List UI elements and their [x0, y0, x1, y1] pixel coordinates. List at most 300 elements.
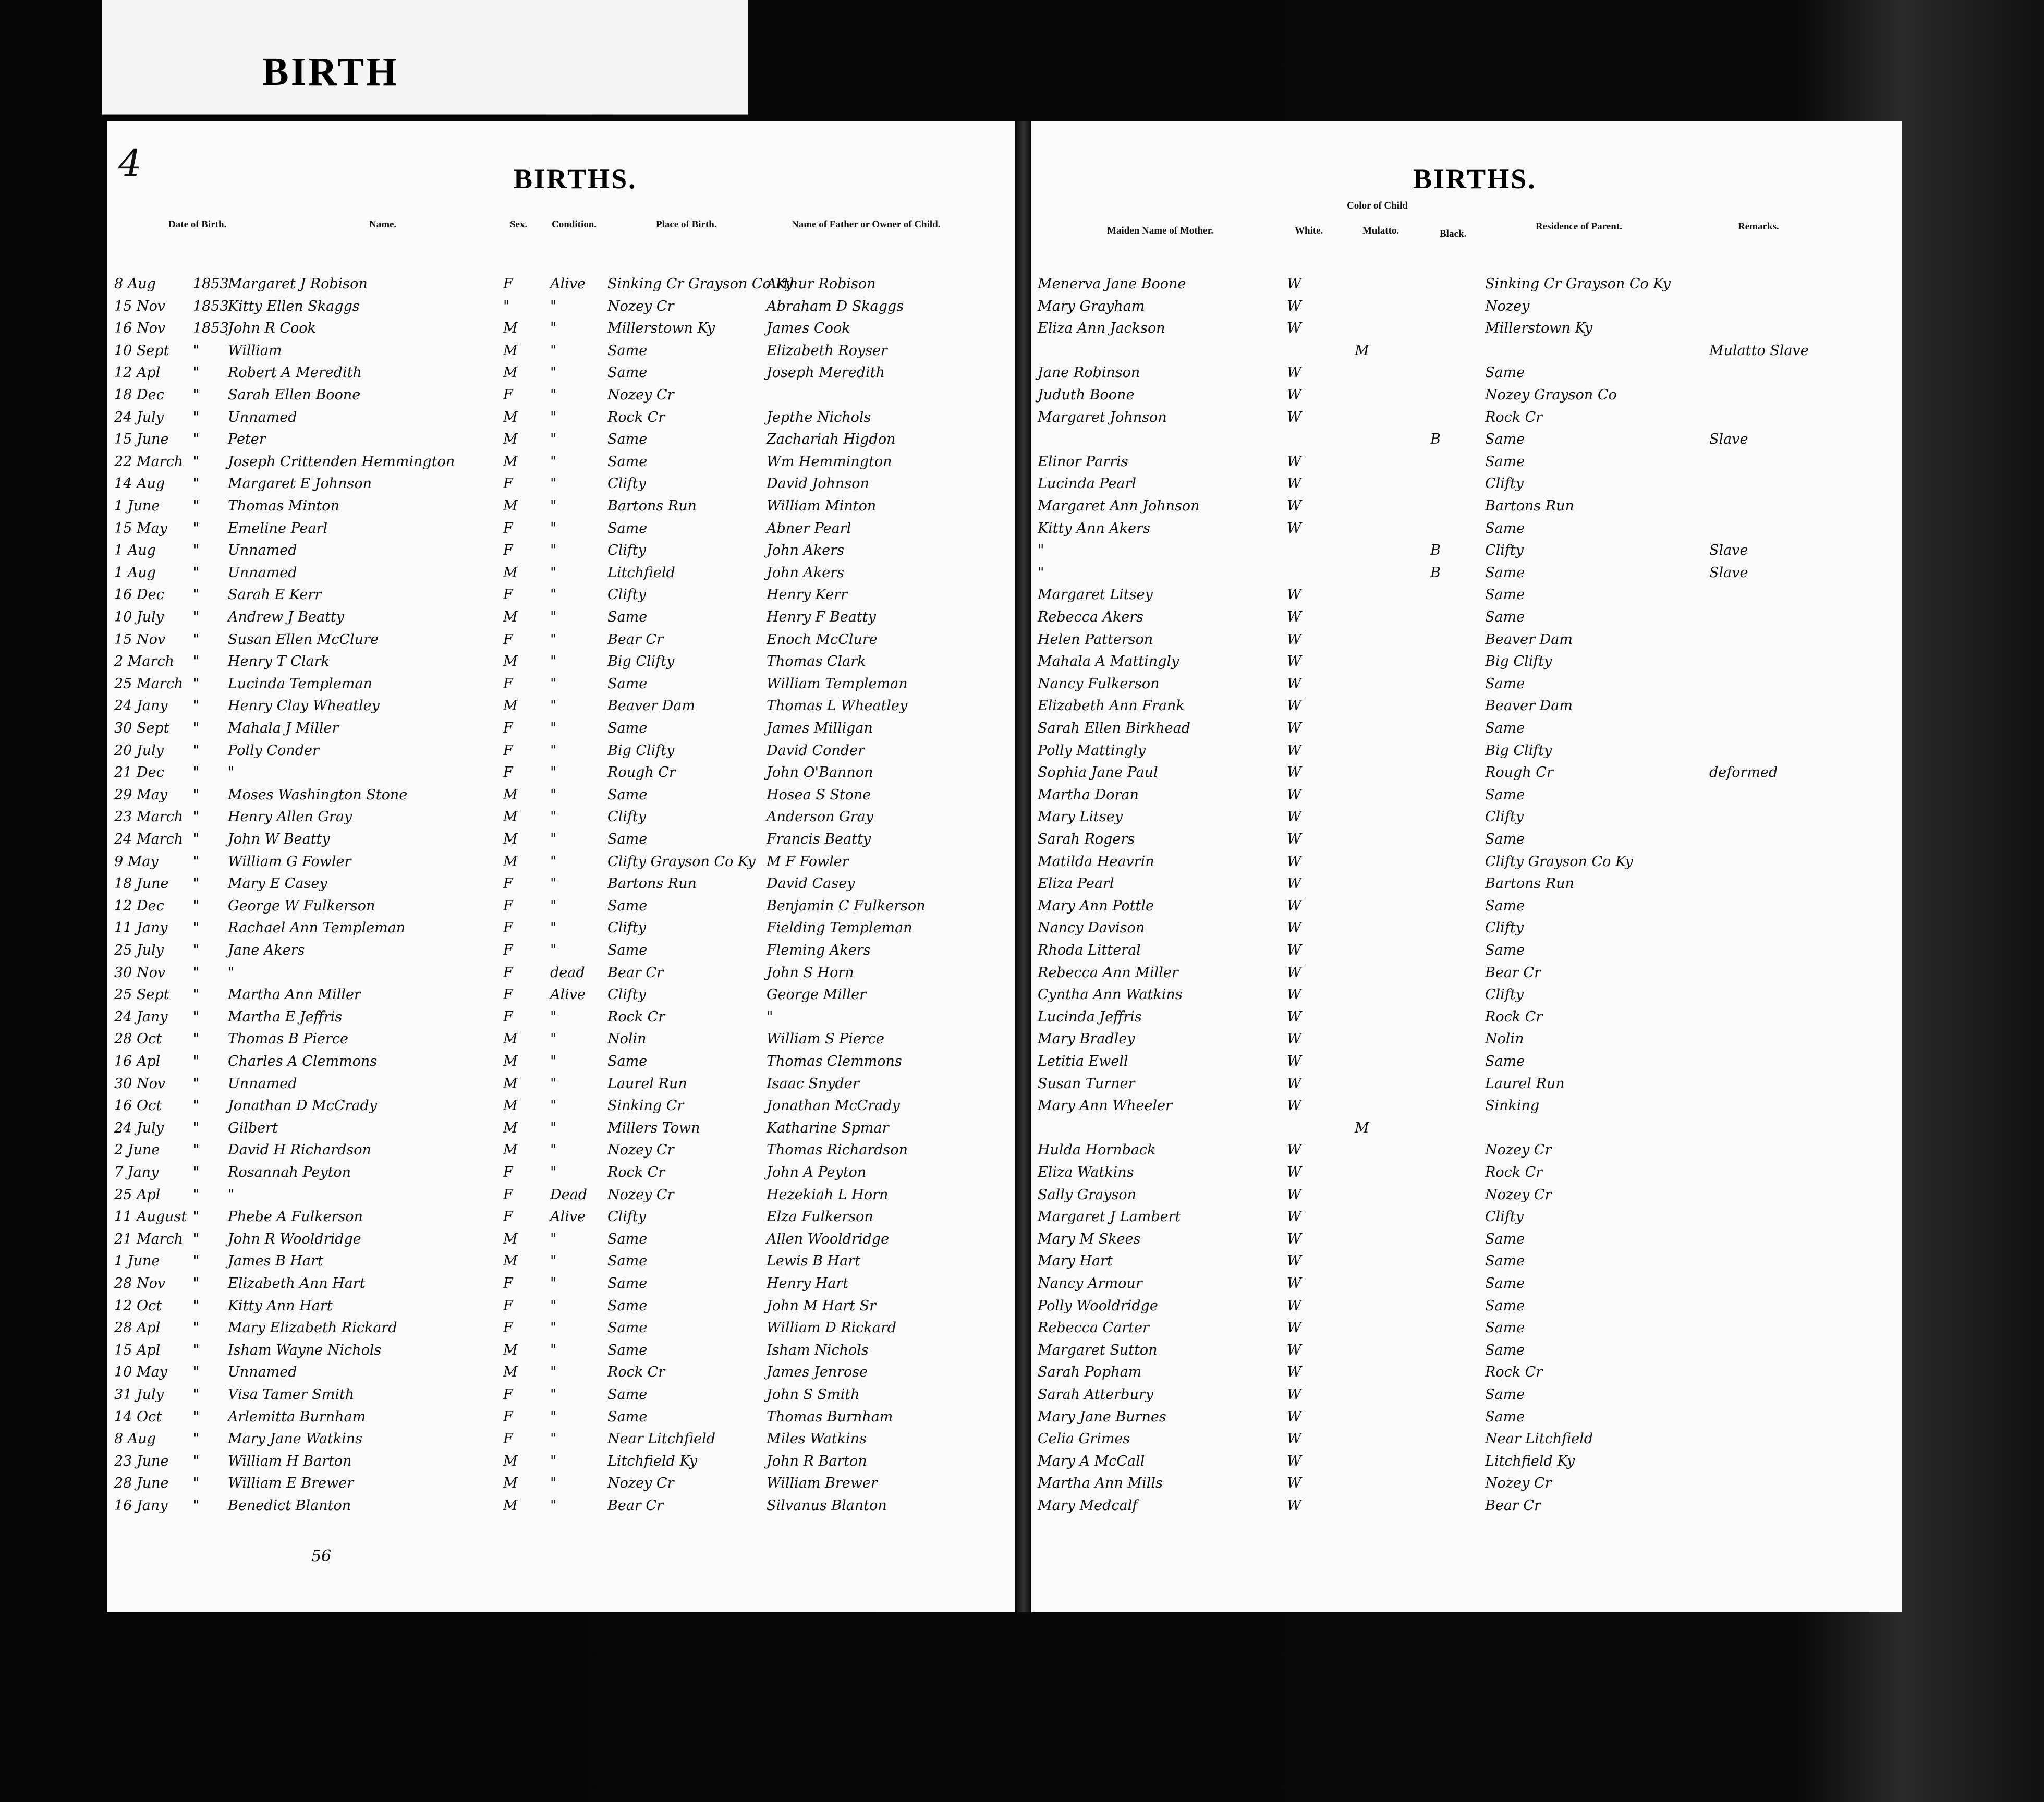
cell-mother: [1038, 1117, 1283, 1139]
cell-condition: ": [550, 342, 557, 359]
cell-residence: Same: [1485, 364, 1525, 381]
cell-father: John S Horn: [766, 964, 854, 981]
cell-mother: ": [1038, 564, 1044, 581]
cell-place-of-birth: Nozey Cr: [607, 298, 674, 314]
cell-sex: M: [503, 1119, 518, 1136]
cell-black: [1430, 717, 1462, 739]
cell-mulatto: [1355, 562, 1386, 584]
cell-residence: Nozey Cr: [1485, 1475, 1552, 1492]
cell-father: William Minton: [766, 498, 877, 514]
cell-condition: ": [550, 587, 557, 603]
cell-black: [1430, 1250, 1462, 1272]
cell-mother: Nancy Fulkerson: [1038, 675, 1160, 692]
cell-father: Francis Beatty: [766, 831, 871, 847]
cell-date: 28 Apl: [114, 1320, 161, 1336]
cell-residence: Clifty: [1485, 920, 1524, 936]
cell-sex: F: [503, 520, 513, 537]
cell-sex: F: [503, 1008, 513, 1025]
cell-place-of-birth: Nolin: [607, 1031, 647, 1048]
cell-condition: ": [550, 853, 557, 870]
cell-date: 1 Aug: [114, 542, 156, 559]
cell-remarks: [1709, 1340, 1897, 1361]
cell-place-of-birth: Rock Cr: [607, 1364, 665, 1381]
cell-father: Henry Hart: [766, 1275, 849, 1292]
left-page: [107, 121, 1015, 1612]
cell-mulatto: M: [1355, 1119, 1369, 1136]
cell-white: W: [1287, 1031, 1301, 1048]
cell-father: John R Barton: [766, 1453, 867, 1469]
cell-residence: Big Clifty: [1485, 653, 1552, 670]
cell-father: John A Peyton: [766, 1164, 867, 1180]
cell-father: Abner Pearl: [766, 520, 851, 537]
cell-sex: F: [503, 542, 513, 559]
cell-white: W: [1287, 786, 1301, 803]
header-remarks: Remarks.: [1738, 221, 1779, 232]
cell-year: ": [193, 431, 200, 448]
cell-white: W: [1287, 1297, 1301, 1314]
cell-mulatto: [1355, 629, 1386, 651]
cell-mulatto: [1355, 984, 1386, 1006]
cell-condition: ": [550, 498, 557, 514]
cell-residence: Nozey Cr: [1485, 1142, 1552, 1159]
cell-black: [1430, 851, 1462, 873]
cell-black: [1430, 651, 1462, 673]
cell-black: [1430, 940, 1462, 961]
cell-date: 21 March: [114, 1231, 184, 1247]
cell-place-of-birth: Same: [607, 520, 648, 537]
cell-remarks: [1709, 873, 1897, 895]
cell-name: Polly Conder: [228, 742, 319, 759]
cell-name: Moses Washington Stone: [228, 786, 408, 803]
cell-sex: M: [503, 1453, 518, 1469]
cell-name: Henry T Clark: [228, 653, 330, 670]
cell-father: Fielding Templeman: [766, 920, 913, 936]
cell-residence: Same: [1485, 675, 1525, 692]
cell-name: Unnamed: [228, 564, 297, 581]
cell-black: [1430, 296, 1462, 318]
cell-date: 30 Sept: [114, 720, 169, 736]
cell-mulatto: [1355, 1162, 1386, 1184]
cell-black: [1430, 1451, 1462, 1472]
cell-year: ": [193, 1119, 200, 1136]
cell-condition: ": [550, 1386, 557, 1403]
cell-white: W: [1287, 920, 1301, 936]
cell-sex: F: [503, 1408, 513, 1425]
cell-name: James B Hart: [228, 1253, 323, 1270]
cell-date: 29 May: [114, 786, 167, 803]
cell-father: M F Fowler: [766, 853, 849, 870]
cell-name: Kitty Ellen Skaggs: [228, 298, 360, 314]
cell-residence: Same: [1485, 1053, 1525, 1069]
cell-father: Hosea S Stone: [766, 786, 871, 803]
cell-year: ": [193, 764, 200, 781]
cell-father: James Milligan: [766, 720, 873, 736]
cell-name: Emeline Pearl: [228, 520, 328, 537]
cell-sex: M: [503, 320, 518, 337]
cell-condition: ": [550, 1453, 557, 1469]
cell-white: W: [1287, 1497, 1301, 1514]
cell-name: George W Fulkerson: [228, 897, 375, 914]
cell-father: Thomas L Wheatley: [766, 698, 908, 714]
cell-residence: Clifty: [1485, 476, 1524, 492]
cell-name: Martha E Jeffris: [228, 1008, 343, 1025]
cell-date: 10 May: [114, 1364, 167, 1381]
cell-white: W: [1287, 409, 1301, 425]
cell-mulatto: [1355, 518, 1386, 540]
cell-residence: Same: [1485, 786, 1525, 803]
page-number: 4: [118, 142, 142, 185]
cell-condition: ": [550, 409, 557, 425]
cell-sex: M: [503, 431, 518, 448]
cell-mother: Elizabeth Ann Frank: [1038, 698, 1185, 714]
cell-name: Andrew J Beatty: [228, 609, 345, 625]
cell-remarks: [1709, 1139, 1897, 1161]
cell-mother: Kitty Ann Akers: [1038, 520, 1150, 537]
cell-mulatto: [1355, 1295, 1386, 1317]
cell-place-of-birth: Same: [607, 342, 648, 359]
cell-white: W: [1287, 1142, 1301, 1159]
cell-condition: ": [550, 1119, 557, 1136]
cell-date: 24 July: [114, 409, 164, 425]
cell-black: [1430, 606, 1462, 628]
cell-sex: F: [503, 1209, 513, 1225]
cell-condition: ": [550, 1320, 557, 1336]
cell-father: John M Hart Sr: [766, 1297, 877, 1314]
cell-remarks: [1709, 1051, 1897, 1073]
cell-sex: F: [503, 1186, 513, 1203]
tab-label: BIRTH: [262, 50, 399, 94]
cell-year: ": [193, 564, 200, 581]
cell-residence: Same: [1485, 1320, 1525, 1336]
cell-condition: dead: [550, 964, 585, 981]
cell-mulatto: [1355, 384, 1386, 406]
cell-place-of-birth: Same: [607, 1342, 648, 1358]
cell-black: [1430, 1139, 1462, 1161]
cell-remarks: [1709, 273, 1897, 295]
cell-name: William E Brewer: [228, 1475, 354, 1492]
cell-remarks: [1709, 1117, 1897, 1139]
cell-mulatto: [1355, 1472, 1386, 1494]
cell-residence: Same: [1485, 942, 1525, 958]
cell-condition: ": [550, 1008, 557, 1025]
cell-white: W: [1287, 1364, 1301, 1381]
cell-place-of-birth: Nozey Cr: [607, 1142, 674, 1159]
cell-condition: Alive: [550, 987, 586, 1003]
cell-black: [1430, 806, 1462, 828]
cell-place-of-birth: Clifty: [607, 476, 647, 492]
cell-condition: ": [550, 720, 557, 736]
cell-mulatto: [1355, 895, 1386, 917]
cell-mulatto: [1355, 296, 1386, 318]
cell-sex: F: [503, 742, 513, 759]
cell-date: 14 Aug: [114, 476, 165, 492]
cell-mulatto: [1355, 1361, 1386, 1383]
cell-remarks: [1709, 1228, 1897, 1250]
cell-residence: Same: [1485, 831, 1525, 847]
cell-father: William S Pierce: [766, 1031, 884, 1048]
cell-mother: ": [1038, 542, 1044, 559]
cell-name: Mahala J Miller: [228, 720, 339, 736]
cell-residence: Clifty: [1485, 1209, 1524, 1225]
cell-white: W: [1287, 1320, 1301, 1336]
cell-sex: M: [503, 831, 518, 847]
cell-white: W: [1287, 631, 1301, 648]
cell-sex: F: [503, 631, 513, 648]
cell-remarks: [1709, 1006, 1897, 1028]
cell-sex: M: [503, 498, 518, 514]
cell-mother: Lucinda Jeffris: [1038, 1008, 1142, 1025]
cell-mother: Martha Ann Mills: [1038, 1475, 1163, 1492]
cell-mulatto: [1355, 917, 1386, 939]
cell-date: 1 Aug: [114, 564, 156, 581]
cell-place-of-birth: Clifty: [607, 587, 647, 603]
cell-father: ": [766, 1008, 773, 1025]
cell-condition: ": [550, 609, 557, 625]
cell-white: W: [1287, 1253, 1301, 1270]
cell-mother: Eliza Pearl: [1038, 875, 1114, 892]
cell-mother: Mahala A Mattingly: [1038, 653, 1179, 670]
header-place-of-birth: Place of Birth.: [656, 219, 717, 230]
cell-black: [1430, 1117, 1462, 1139]
cell-name: John R Wooldridge: [228, 1231, 361, 1247]
cell-year: ": [193, 675, 200, 692]
cell-white: W: [1287, 1186, 1301, 1203]
cell-remarks: [1709, 629, 1897, 651]
cell-mother: Nancy Davison: [1038, 920, 1145, 936]
cell-place-of-birth: Clifty: [607, 1209, 647, 1225]
cell-mulatto: [1355, 1451, 1386, 1472]
cell-mulatto: [1355, 717, 1386, 739]
cell-place-of-birth: Same: [607, 1297, 648, 1314]
cell-name: Sarah E Kerr: [228, 587, 322, 603]
cell-father: Jepthe Nichols: [766, 409, 871, 425]
cell-name: Kitty Ann Hart: [228, 1297, 333, 1314]
cell-remarks: [1709, 1451, 1897, 1472]
cell-black: [1430, 984, 1462, 1006]
cell-place-of-birth: Sinking Cr Grayson Co Ky: [607, 276, 794, 292]
cell-father: Wm Hemmington: [766, 453, 892, 470]
cell-black: [1430, 473, 1462, 495]
cell-year: ": [193, 609, 200, 625]
cell-remarks: [1709, 895, 1897, 917]
cell-remarks: [1709, 695, 1897, 717]
cell-name: John W Beatty: [228, 831, 330, 847]
cell-name: Gilbert: [228, 1119, 278, 1136]
cell-mother: Margaret Ann Johnson: [1038, 498, 1200, 514]
cell-mother: Rebecca Ann Miller: [1038, 964, 1178, 981]
cell-mother: Sophia Jane Paul: [1038, 764, 1158, 781]
cell-mulatto: [1355, 806, 1386, 828]
cell-date: 16 Nov: [114, 320, 166, 337]
cell-year: ": [193, 720, 200, 736]
cell-condition: Alive: [550, 276, 586, 292]
cell-mulatto: [1355, 784, 1386, 806]
cell-date: 25 Apl: [114, 1186, 161, 1203]
cell-mulatto: [1355, 1073, 1386, 1095]
cell-mother: Mary Medcalf: [1038, 1497, 1138, 1514]
cell-condition: ": [550, 387, 557, 403]
cell-white: W: [1287, 675, 1301, 692]
cell-place-of-birth: Same: [607, 831, 648, 847]
cell-mother: Mary Ann Pottle: [1038, 897, 1154, 914]
cell-residence: Same: [1485, 609, 1525, 625]
cell-residence: Bartons Run: [1485, 498, 1574, 514]
cell-place-of-birth: Same: [607, 942, 648, 958]
cell-mulatto: [1355, 407, 1386, 429]
cell-mother: Margaret Johnson: [1038, 409, 1167, 425]
header-maiden-name: Maiden Name of Mother.: [1107, 225, 1214, 236]
cell-residence: Same: [1485, 1275, 1525, 1292]
cell-father: Hezekiah L Horn: [766, 1186, 889, 1203]
cell-name: Unnamed: [228, 409, 297, 425]
cell-mother: Helen Patterson: [1038, 631, 1153, 648]
cell-date: 30 Nov: [114, 1075, 166, 1092]
header-white: White.: [1295, 225, 1323, 236]
cell-mother: Polly Mattingly: [1038, 742, 1146, 759]
cell-white: W: [1287, 1431, 1301, 1447]
cell-white: W: [1287, 1098, 1301, 1114]
cell-remarks: [1709, 962, 1897, 984]
cell-black: [1430, 318, 1462, 339]
cell-place-of-birth: Same: [607, 453, 648, 470]
cell-black: [1430, 1340, 1462, 1361]
cell-date: 16 Oct: [114, 1098, 162, 1114]
cell-date: 16 Dec: [114, 587, 164, 603]
cell-residence: Beaver Dam: [1485, 698, 1573, 714]
cell-father: Joseph Meredith: [766, 364, 885, 381]
cell-year: ": [193, 1475, 200, 1492]
cell-residence: Clifty: [1485, 987, 1524, 1003]
cell-black: [1430, 1406, 1462, 1428]
cell-sex: F: [503, 942, 513, 958]
cell-residence: Bear Cr: [1485, 964, 1541, 981]
cell-white: W: [1287, 764, 1301, 781]
cell-year: ": [193, 1053, 200, 1069]
cell-residence: Sinking Cr Grayson Co Ky: [1485, 276, 1671, 292]
cell-year: ": [193, 1364, 200, 1381]
cell-residence: [1485, 1117, 1704, 1139]
cell-year: ": [193, 1408, 200, 1425]
cell-white: W: [1287, 476, 1301, 492]
cell-condition: ": [550, 1275, 557, 1292]
cell-sex: M: [503, 809, 518, 825]
cell-black: [1430, 873, 1462, 895]
cell-year: ": [193, 875, 200, 892]
cell-mulatto: [1355, 1139, 1386, 1161]
cell-condition: ": [550, 520, 557, 537]
cell-father: William Templeman: [766, 675, 908, 692]
cell-mulatto: [1355, 451, 1386, 473]
cell-remarks: [1709, 717, 1897, 739]
cell-sex: M: [503, 564, 518, 581]
cell-mulatto: [1355, 1206, 1386, 1228]
cell-year: ": [193, 1386, 200, 1403]
cell-sex: F: [503, 276, 513, 292]
cell-white: W: [1287, 742, 1301, 759]
cell-mother: [1038, 429, 1283, 451]
cell-remarks: [1709, 1384, 1897, 1406]
cell-place-of-birth: Bartons Run: [607, 875, 697, 892]
cell-sex: ": [503, 298, 510, 314]
cell-name: Unnamed: [228, 1075, 297, 1092]
cell-name: Henry Clay Wheatley: [228, 698, 380, 714]
cell-white: W: [1287, 897, 1301, 914]
cell-name: Jonathan D McCrady: [228, 1098, 378, 1114]
cell-father: James Jenrose: [766, 1364, 868, 1381]
cell-father: Katharine Spmar: [766, 1119, 889, 1136]
cell-date: 10 Sept: [114, 342, 169, 359]
cell-date: 8 Aug: [114, 1431, 156, 1447]
header-date-of-birth: Date of Birth.: [168, 219, 227, 230]
cell-mulatto: [1355, 1406, 1386, 1428]
cell-mulatto: [1355, 584, 1386, 606]
cell-remarks: [1709, 940, 1897, 961]
cell-place-of-birth: Same: [607, 431, 648, 448]
cell-condition: ": [550, 1164, 557, 1180]
cell-place-of-birth: Beaver Dam: [607, 698, 695, 714]
cell-mulatto: [1355, 695, 1386, 717]
cell-remarks: [1709, 1250, 1897, 1272]
cell-year: ": [193, 1031, 200, 1048]
cell-sex: F: [503, 587, 513, 603]
cell-mother: Menerva Jane Boone: [1038, 276, 1186, 292]
cell-white: W: [1287, 453, 1301, 470]
cell-remarks: [1709, 362, 1897, 384]
cell-father: Lewis B Hart: [766, 1253, 860, 1270]
cell-residence: Nozey: [1485, 298, 1530, 314]
cell-father: John Akers: [766, 542, 845, 559]
cell-condition: ": [550, 364, 557, 381]
cell-father: George Miller: [766, 987, 866, 1003]
cell-name: David H Richardson: [228, 1142, 371, 1159]
cell-condition: ": [550, 764, 557, 781]
cell-white: W: [1287, 609, 1301, 625]
cell-condition: ": [550, 1098, 557, 1114]
cell-year: ": [193, 1253, 200, 1270]
cell-year: ": [193, 698, 200, 714]
cell-white: [1287, 429, 1318, 451]
cell-mulatto: [1355, 1250, 1386, 1272]
cell-mother: Mary M Skees: [1038, 1231, 1141, 1247]
cell-place-of-birth: Near Litchfield: [607, 1431, 716, 1447]
cell-black: [1430, 584, 1462, 606]
cell-condition: ": [550, 920, 557, 936]
cell-father: Enoch McClure: [766, 631, 878, 648]
cell-date: 1 June: [114, 498, 160, 514]
cell-residence: Rock Cr: [1485, 1008, 1543, 1025]
cell-date: 11 Jany: [114, 920, 168, 936]
cell-year: ": [193, 1453, 200, 1469]
cell-name: Susan Ellen McClure: [228, 631, 379, 648]
cell-condition: ": [550, 653, 557, 670]
cell-father: Thomas Clemmons: [766, 1053, 902, 1069]
cell-mulatto: [1355, 1228, 1386, 1250]
cell-father: Isaac Snyder: [766, 1075, 859, 1092]
cell-sex: F: [503, 476, 513, 492]
cell-place-of-birth: Same: [607, 675, 648, 692]
cell-place-of-birth: Millerstown Ky: [607, 320, 715, 337]
cell-white: W: [1287, 1342, 1301, 1358]
cell-residence: Bear Cr: [1485, 1497, 1541, 1514]
cell-father: John O'Bannon: [766, 764, 873, 781]
cell-mulatto: [1355, 673, 1386, 695]
cell-mother: Jane Robinson: [1038, 364, 1140, 381]
cell-year: ": [193, 1098, 200, 1114]
cell-black: [1430, 1472, 1462, 1494]
cell-year: ": [193, 964, 200, 981]
cell-sex: F: [503, 964, 513, 981]
cell-black: [1430, 1006, 1462, 1028]
